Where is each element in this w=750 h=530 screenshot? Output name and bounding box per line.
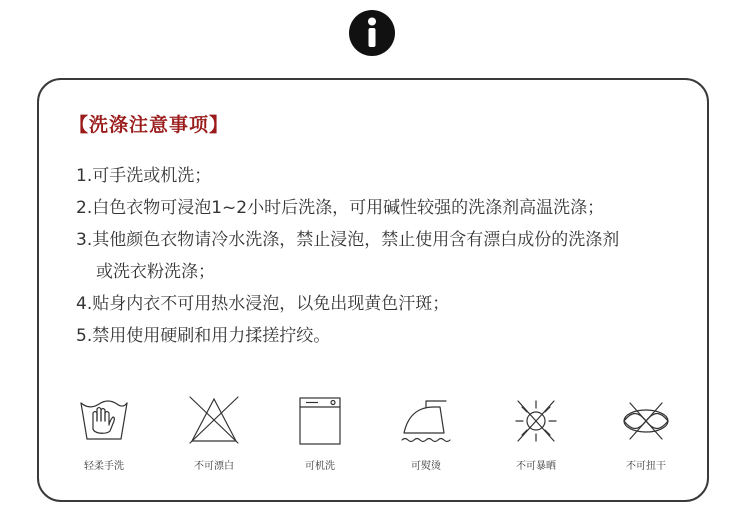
care-symbol-iron (381, 393, 471, 473)
note-item: 2.白色衣物可浸泡1~2小时后洗涤，可用碱性较强的洗涤剂高温洗涤； (76, 198, 605, 218)
care-label: 轻柔手洗 (84, 461, 124, 472)
hand-wash-icon (74, 393, 134, 449)
care-symbol-machine-wash (275, 393, 365, 473)
note-item: 4.贴身内衣不可用热水浸泡，以免出现黄色汗斑； (76, 294, 450, 314)
note-item: 3.其他颜色衣物请冷水洗涤，禁止浸泡，禁止使用含有漂白成份的洗涤剂 (76, 230, 620, 250)
care-symbol-no-wring (601, 393, 691, 473)
note-item: 1.可手洗或机洗； (76, 166, 212, 186)
iron-icon (396, 393, 456, 449)
care-symbol-no-sun-dry (491, 393, 581, 473)
info-icon (349, 10, 395, 56)
care-symbol-hand-wash (59, 393, 149, 473)
machine-wash-icon (290, 393, 350, 449)
care-label: 可机洗 (305, 461, 335, 472)
note-item: 5.禁用使用硬刷和用力揉搓拧绞。 (76, 326, 331, 346)
care-label: 不可扭干 (626, 461, 666, 472)
card-title: 【洗涤注意事项】 (69, 114, 230, 136)
no-sun-dry-icon (506, 393, 566, 449)
no-bleach-icon (184, 393, 244, 449)
care-symbol-no-bleach (169, 393, 259, 473)
care-label: 可熨烫 (411, 461, 441, 472)
care-label: 不可暴晒 (516, 461, 556, 472)
care-symbols-row (39, 393, 707, 473)
no-wring-icon (616, 393, 676, 449)
note-item-continuation: 或洗衣粉洗涤； (96, 262, 215, 282)
care-notes-list (76, 160, 696, 352)
care-label: 不可漂白 (194, 461, 234, 472)
care-instructions-card (37, 78, 709, 502)
